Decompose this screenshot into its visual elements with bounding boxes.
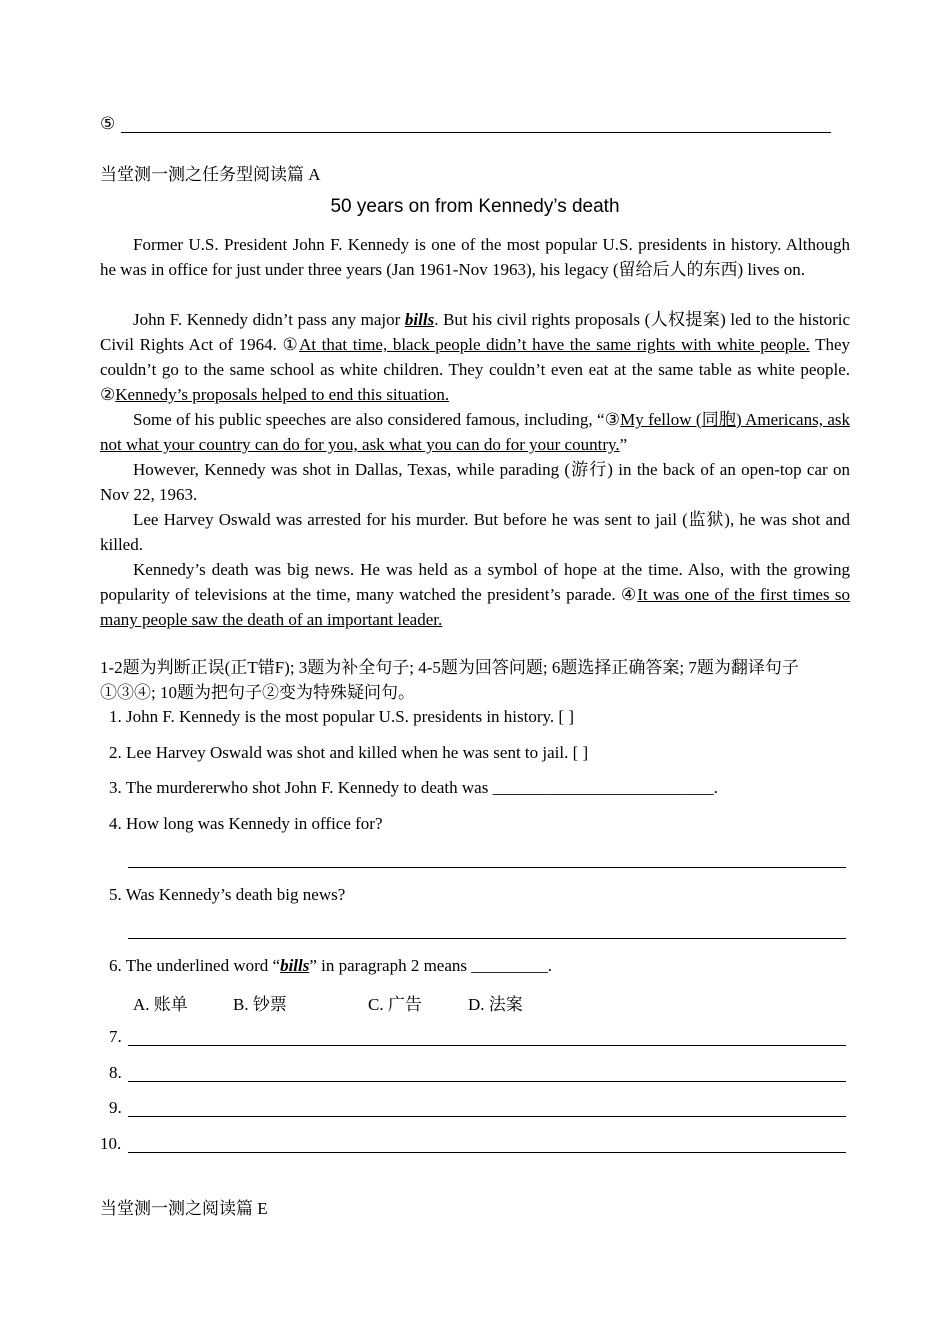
answer-line-4[interactable] [128,867,846,868]
passage-paragraph-5: Lee Harvey Oswald was arrested for his murder. But before he was sent to jail (监狱), he was shot and killed. [100,510,850,554]
passage-paragraph-3: Some of his public speeches are also considered famous, including, “③My fellow (同胞) Americans, ask not what your country can do for you, ask what you can do for your country.” [100,410,850,454]
answer-line-9[interactable] [128,1116,846,1117]
underlined-word-bills-q6: bills [280,956,310,975]
question-2: 2. Lee Harvey Oswald was shot and killed when he was sent to jail. [ ] [109,743,589,762]
passage-paragraph-6: Kennedy’s death was big news. He was held as a symbol of hope at the time. Also, with the growing popularity of televisions at the time, many watched the president’s parade. ④It was one of the first times so many people saw the death of an important leader. [100,560,850,629]
passage-title: 50 years on from Kennedy’s death [330,196,620,217]
passage-paragraph-2: John F. Kennedy didn’t pass any major bills. But his civil rights proposals (人权提案) led to the historic Civil Rights Act of 1964. ①At that time, black people didn’t have the same rights with white people. They couldn’t go to the same school as white children. They couldn’t even eat at the same table as white people. ②Kennedy’s proposals helped to end this situation. [100,310,851,404]
underlined-sentence-3: My fellow (同胞) Americans, ask not what your country can do for you, ask what you can do for your country. [100,410,850,454]
passage-paragraph-1: Former U.S. President John F. Kennedy is one of the most popular U.S. presidents in history. Although he was in office for just under three years (Jan 1961-Nov 1963), his legacy (留给后人的东西) lives on. [100,235,850,279]
passage-paragraph-4: However, Kennedy was shot in Dallas, Texas, while parading (游行) in the back of an open-top car on Nov 22, 1963. [100,460,850,504]
question-7-label: 7. [109,1027,122,1046]
option-b[interactable]: B. 钞票 [233,995,287,1014]
question-8-label: 8. [109,1063,122,1082]
underlined-sentence-2: Kennedy’s proposals helped to end this situation. [115,385,450,404]
answer-line-8[interactable] [128,1081,846,1082]
underlined-sentence-1: At that time, black people didn’t have the same rights with white people. [299,335,810,354]
question-9-label: 9. [109,1098,122,1117]
question-1: 1. John F. Kennedy is the most popular U.S. presidents in history. [ ] [109,707,575,726]
blank-label-5: ⑤ [100,114,116,133]
answer-line-5[interactable] [121,132,831,133]
question-5: 5. Was Kennedy’s death big news? [109,885,346,904]
option-c[interactable]: C. 广告 [368,995,422,1014]
option-d[interactable]: D. 法案 [468,995,523,1014]
question-4: 4. How long was Kennedy in office for? [109,814,383,833]
question-3: 3. The murdererwho shot John F. Kennedy to death was __________________________. [109,778,718,797]
task-instructions: 1-2题为判断正误(正T错F); 3题为补全句子; 4-5题为回答问题; 6题选择正确答案; 7题为翻译句子①③④; 10题为把句子②变为特殊疑问句。 [100,658,799,702]
section-a-heading: 当堂测一测之任务型阅读篇 A [100,165,321,184]
answer-line-5b[interactable] [128,938,846,939]
question-10-label: 10. [100,1134,122,1153]
answer-line-10[interactable] [128,1152,846,1153]
option-a[interactable]: A. 账单 [133,995,188,1014]
underlined-word-bills: bills [404,310,435,329]
answer-line-7[interactable] [128,1045,846,1046]
underlined-sentence-4: It was one of the first times so many people saw the death of an important leader. [100,585,850,629]
section-e-heading: 当堂测一测之阅读篇 E [100,1199,268,1218]
question-6: 6. The underlined word “bills” in paragraph 2 means _________. [109,956,553,975]
